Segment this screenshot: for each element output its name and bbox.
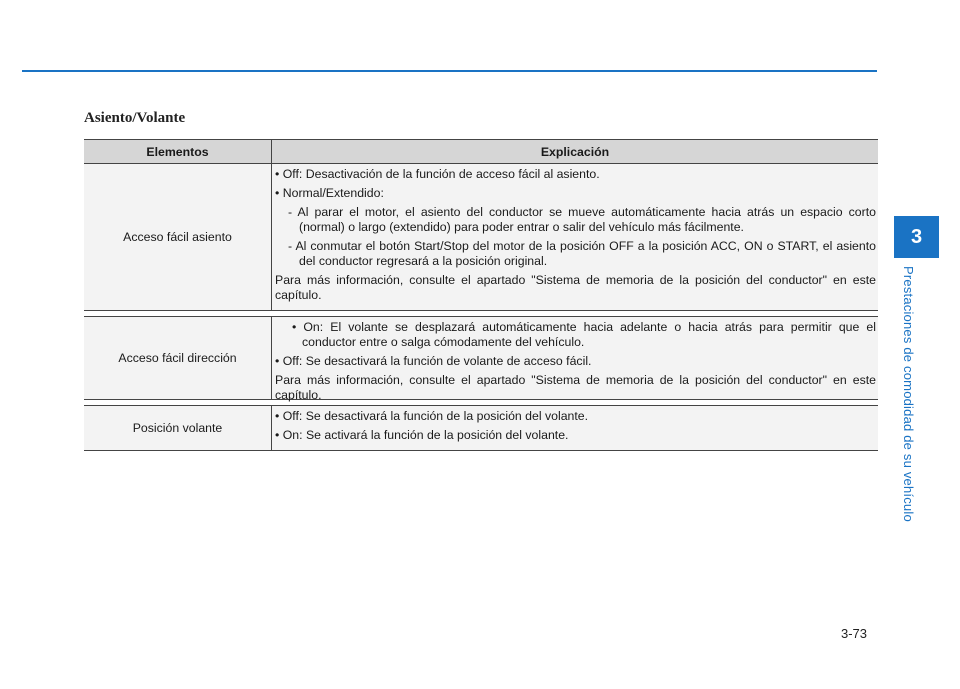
table-row — [84, 405, 878, 451]
row-explanation — [272, 317, 878, 402]
table-row — [84, 164, 878, 311]
list-item: • On: El volante se desplazará automáticamente hacia adelante o hacia atrás para permitir que el conductor entre o salga cómodamente del vehículo. — [292, 320, 876, 349]
sub-item: - Al conmutar el botón Start/Stop del motor de la posición OFF a la posición ACC, ON o START, el asiento del conductor regresará a la posición original. — [288, 239, 876, 268]
row-explanation — [272, 406, 878, 450]
chapter-title: Prestaciones de comodidad de su vehículo — [901, 266, 916, 522]
sub-item: - Al parar el motor, el asiento del conductor se mueve automáticamente hacia atrás un espacio corto (normal) o largo (extendido) para poder entrar o salir del vehículo más fácilmente. — [288, 205, 876, 234]
list-item: • Normal/Extendido: — [275, 186, 384, 200]
row-element: Acceso fácil dirección — [84, 317, 272, 399]
list-item: • Off: Se desactivará la función de la posición del volante. — [275, 409, 589, 423]
section-title: Asiento/Volante — [84, 110, 186, 126]
row-element: Acceso fácil asiento — [84, 164, 272, 310]
note-text: Para más información, consulte el apartado "Sistema de memoria de la posición del conductor" en este capítulo. — [275, 373, 876, 402]
chapter-tab: 3 — [894, 216, 939, 258]
header-elementos: Elementos — [84, 140, 272, 163]
list-item: • On: Se activará la función de la posición del volante. — [275, 428, 569, 442]
list-item: • Off: Se desactivará la función de volante de acceso fácil. — [275, 354, 592, 368]
note-text: Para más información, consulte el apartado "Sistema de memoria de la posición del conductor" en este capítulo. — [275, 273, 876, 302]
list-item: • Off: Desactivación de la función de acceso fácil al asiento. — [275, 167, 600, 181]
top-rule — [22, 70, 877, 72]
table-row — [84, 316, 878, 400]
page-number: 3-73 — [841, 626, 868, 641]
row-explanation — [272, 164, 878, 310]
header-explicacion: Explicación — [540, 144, 610, 159]
explanation-table — [84, 139, 878, 451]
row-element: Posición volante — [84, 406, 272, 450]
table-header — [84, 139, 878, 164]
